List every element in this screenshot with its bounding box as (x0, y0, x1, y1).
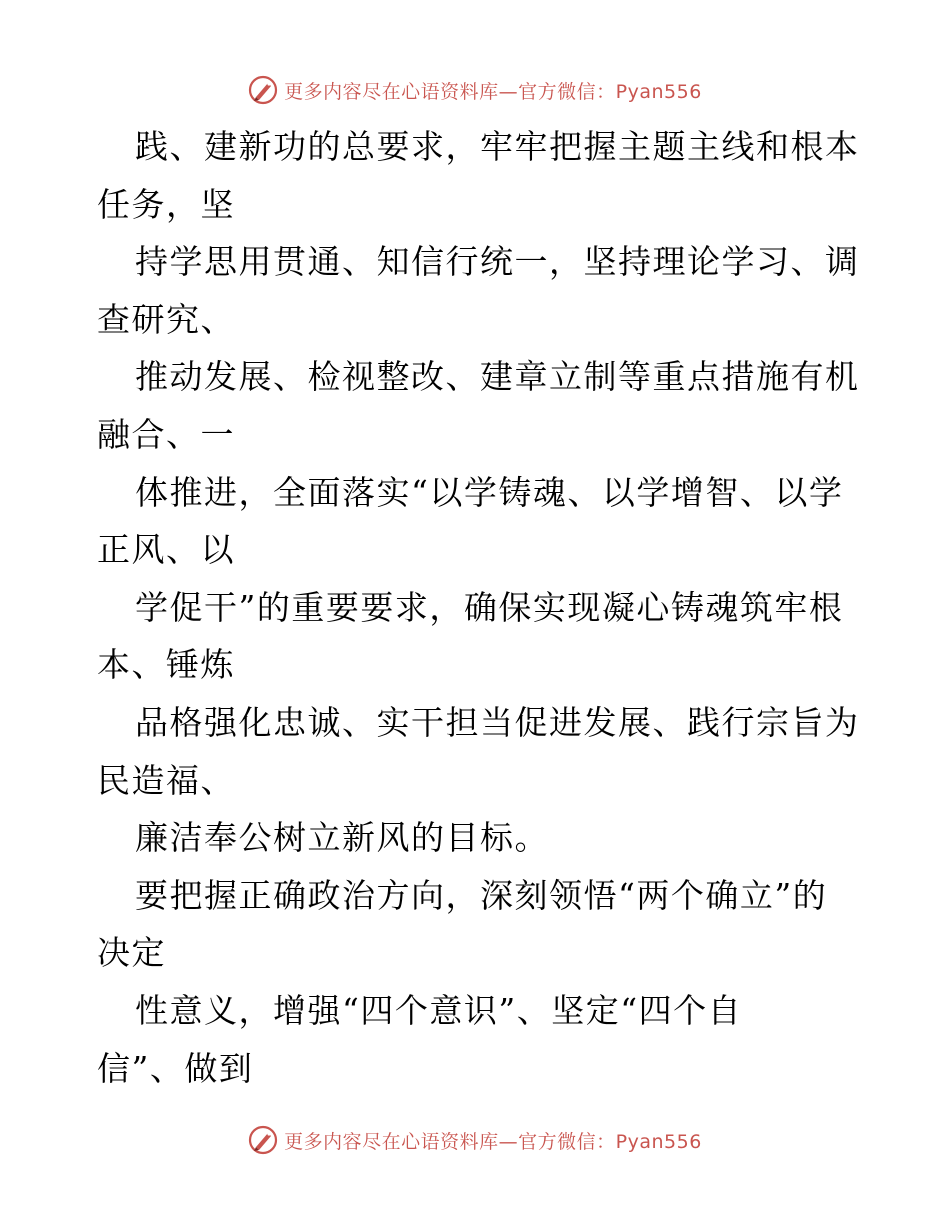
paragraph-line: 推动发展、检视整改、建章立制等重点措施有机 (135, 357, 860, 397)
paragraph-line: 品格强化忠诚、实干担当促进发展、践行宗旨为 (135, 702, 860, 742)
document-body (97, 118, 860, 1097)
header-banner (0, 70, 950, 110)
footer-banner (0, 1120, 950, 1160)
paragraph-line: 正风、以 (97, 530, 235, 570)
paragraph-line: 性意义，增强“四个意识”、坚定“四个自 (135, 990, 743, 1030)
paragraph-line: 信”、做到 (97, 1048, 254, 1088)
header-banner-text: 更多内容尽在心语资料库—官方微信：Pyan556 (284, 80, 702, 103)
paragraph-line: 民造福、 (97, 760, 235, 800)
paragraph-line: 查研究、 (97, 299, 235, 339)
paragraph-line: 体推进，全面落实“以学铸魂、以学增智、以学 (135, 472, 844, 512)
pen-logo-icon (248, 1125, 278, 1155)
paragraph-line: 持学思用贯通、知信行统一，坚持理论学习、调 (135, 242, 860, 282)
paragraph-line: 学促干”的重要要求，确保实现凝心铸魂筑牢根 (135, 587, 844, 627)
paragraph-line: 践、建新功的总要求，牢牢把握主题主线和根本 (135, 127, 860, 166)
pen-logo-icon (248, 75, 278, 105)
paragraph-line: 任务，坚 (97, 184, 235, 224)
paragraph-line: 要把握正确政治方向，深刻领悟“两个确立”的 (135, 875, 828, 915)
footer-banner-text: 更多内容尽在心语资料库—官方微信：Pyan556 (284, 1130, 702, 1153)
paragraph-line: 决定 (97, 933, 166, 973)
paragraph-line: 廉洁奉公树立新风的目标。 (135, 818, 549, 858)
paragraph-line: 融合、一 (97, 414, 235, 454)
paragraph-line: 本、锤炼 (97, 645, 235, 685)
